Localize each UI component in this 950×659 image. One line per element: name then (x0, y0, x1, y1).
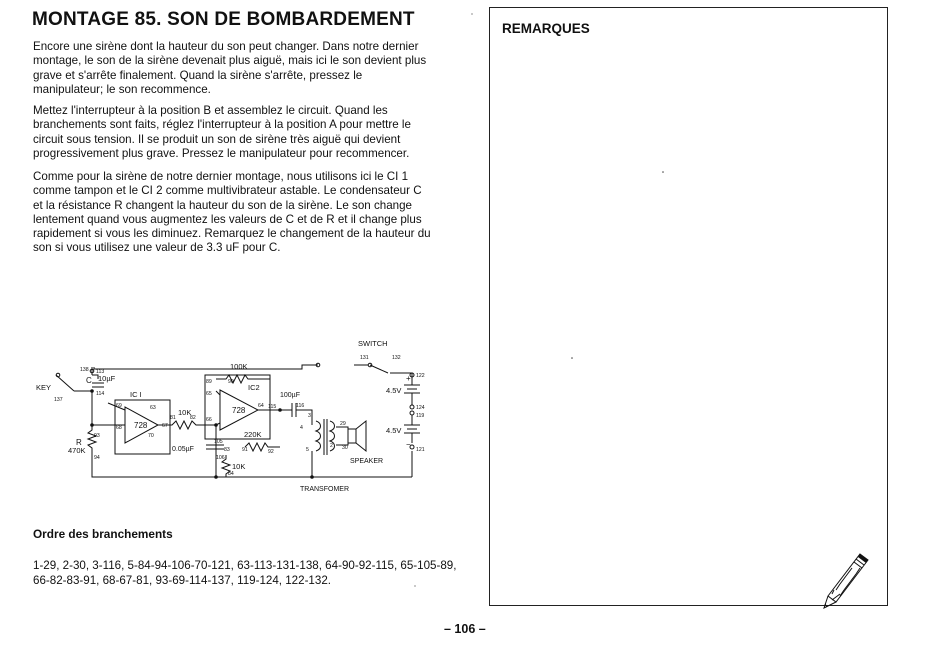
r-label: R (76, 438, 82, 447)
terminal-number-93: 93 (94, 433, 100, 439)
terminal-number-68: 68 (116, 425, 122, 431)
chip1-label: 728 (134, 421, 148, 430)
terminal-number-81: 81 (170, 415, 176, 421)
terminal-number-69: 69 (116, 403, 122, 409)
terminal-number-91: 91 (242, 447, 248, 453)
terminal-number-92: 92 (268, 449, 274, 455)
connections-list: 1-29, 2-30, 3-116, 5-84-94-106-70-121, 63-113-131-138, 64-90-92-115, 65-105-89, 66-82-83-91, 68-67-81, 93-69-114-137, 119-124, 122-132. (33, 559, 457, 587)
transformer-label: TRANSFOMER (300, 486, 349, 493)
ic1-label: IC I (130, 390, 142, 399)
terminal-number-2: 2 (330, 443, 333, 449)
terminal-number-4: 4 (300, 425, 303, 431)
terminal-number-131: 131 (360, 355, 369, 361)
paragraph-intro: Encore une sirène dont la hauteur du son peut changer. Dans notre dernier montage, le son de la sirène devenait plus aiguë, mais ici le son devient plus grave et s'arrête finalement. Quand la sirène s'arrête, pressez le manipulateur; le son recommence. (33, 40, 427, 96)
paragraph-explanation: Comme pour la sirène de notre dernier montage, nous utilisons ici le CI 1 comme tampon et le CI 2 comme multivibrateur astable. Le condensateur C et la résistance R changent la hauteur du son de la sirène. Le son change lentement quand vous augmentez les valeurs de C et de R et il change plus rapidement si vous les diminuez. Remarquez le changement de la hauteur du son si vous utilisez une valeur de 3.3 uF pour C. (33, 170, 431, 255)
minus-sign: − (406, 440, 411, 449)
resistor-220k-label: 220K (244, 430, 262, 439)
pencil-icon (820, 550, 872, 612)
terminal-number-137: 137 (54, 397, 63, 403)
r-value-label: 470K (68, 446, 86, 455)
resistor-10k-label: 10K (178, 408, 192, 417)
terminal-number-64: 64 (258, 403, 264, 409)
ic2-label: IC2 (248, 383, 260, 392)
terminal-number-94: 94 (94, 455, 100, 461)
terminal-number-30: 30 (342, 445, 348, 451)
terminal-number-82: 82 (190, 415, 196, 421)
terminal-number-84: 84 (228, 471, 234, 477)
resistor-10k-bottom-label: 10K (232, 462, 246, 471)
c-value-label: 10µF (98, 374, 116, 383)
connections-heading: Ordre des branchements (33, 527, 173, 541)
capacitor-100uf-label: 100µF (280, 392, 300, 399)
terminal-number-138: 138 (80, 367, 89, 373)
terminal-number-106: 106 (216, 455, 225, 461)
circuit-junctions (90, 389, 314, 479)
terminal-number-65: 65 (206, 391, 212, 397)
terminal-number-132: 132 (392, 355, 401, 361)
terminal-number-116: 116 (296, 403, 305, 409)
terminal-number-67: 67 (162, 423, 168, 429)
terminal-number-90: 90 (228, 379, 234, 385)
terminal-number-3: 3 (308, 413, 311, 419)
terminal-number-83: 83 (224, 447, 230, 453)
terminal-number-105: 105 (214, 439, 223, 445)
terminal-number-63: 63 (150, 405, 156, 411)
c-label: C (86, 376, 92, 385)
circuit-diagram (30, 335, 430, 500)
terminal-number-115: 115 (268, 404, 277, 410)
page-number: – 106 – (444, 622, 486, 636)
page-title: MONTAGE 85. SON DE BOMBARDEMENT (32, 9, 415, 30)
terminal-number-119: 119 (416, 413, 425, 419)
battery2-label: 4.5V (386, 426, 402, 435)
terminal-number-124: 124 (416, 405, 425, 411)
switch-label: SWITCH (358, 339, 388, 348)
remarks-title: REMARQUES (502, 21, 590, 36)
terminal-number-113: 113 (96, 369, 105, 375)
paragraph-assembly: Mettez l'interrupteur à la position B et assemblez le circuit. Quand les branchements sont faits, réglez l'interrupteur à la position A pour mettre le circuit sous tension. Il se produit un son de sirène très aiguë qui devient progressivement plus grave. Pressez le manipulateur pour recommencer. (33, 104, 411, 160)
terminal-number-5: 5 (306, 447, 309, 453)
battery1-label: 4.5V (386, 386, 402, 395)
speaker-label: SPEAKER (350, 458, 384, 465)
key-label: KEY (36, 383, 52, 392)
terminal-number-114: 114 (96, 391, 105, 397)
terminal-number-70: 70 (148, 433, 154, 439)
terminal-number-89: 89 (206, 379, 212, 385)
terminal-number-121: 121 (416, 447, 425, 453)
terminal-number-66: 66 (206, 417, 212, 423)
remarks-box (489, 7, 888, 606)
plus-sign: + (406, 374, 411, 383)
terminal-number-122: 122 (416, 373, 425, 379)
terminal-number-29: 29 (340, 421, 346, 427)
capacitor-005uf-label: 0.05µF (172, 446, 194, 453)
resistor-100k-label: 100K (230, 362, 248, 371)
chip2-label: 728 (232, 406, 246, 415)
